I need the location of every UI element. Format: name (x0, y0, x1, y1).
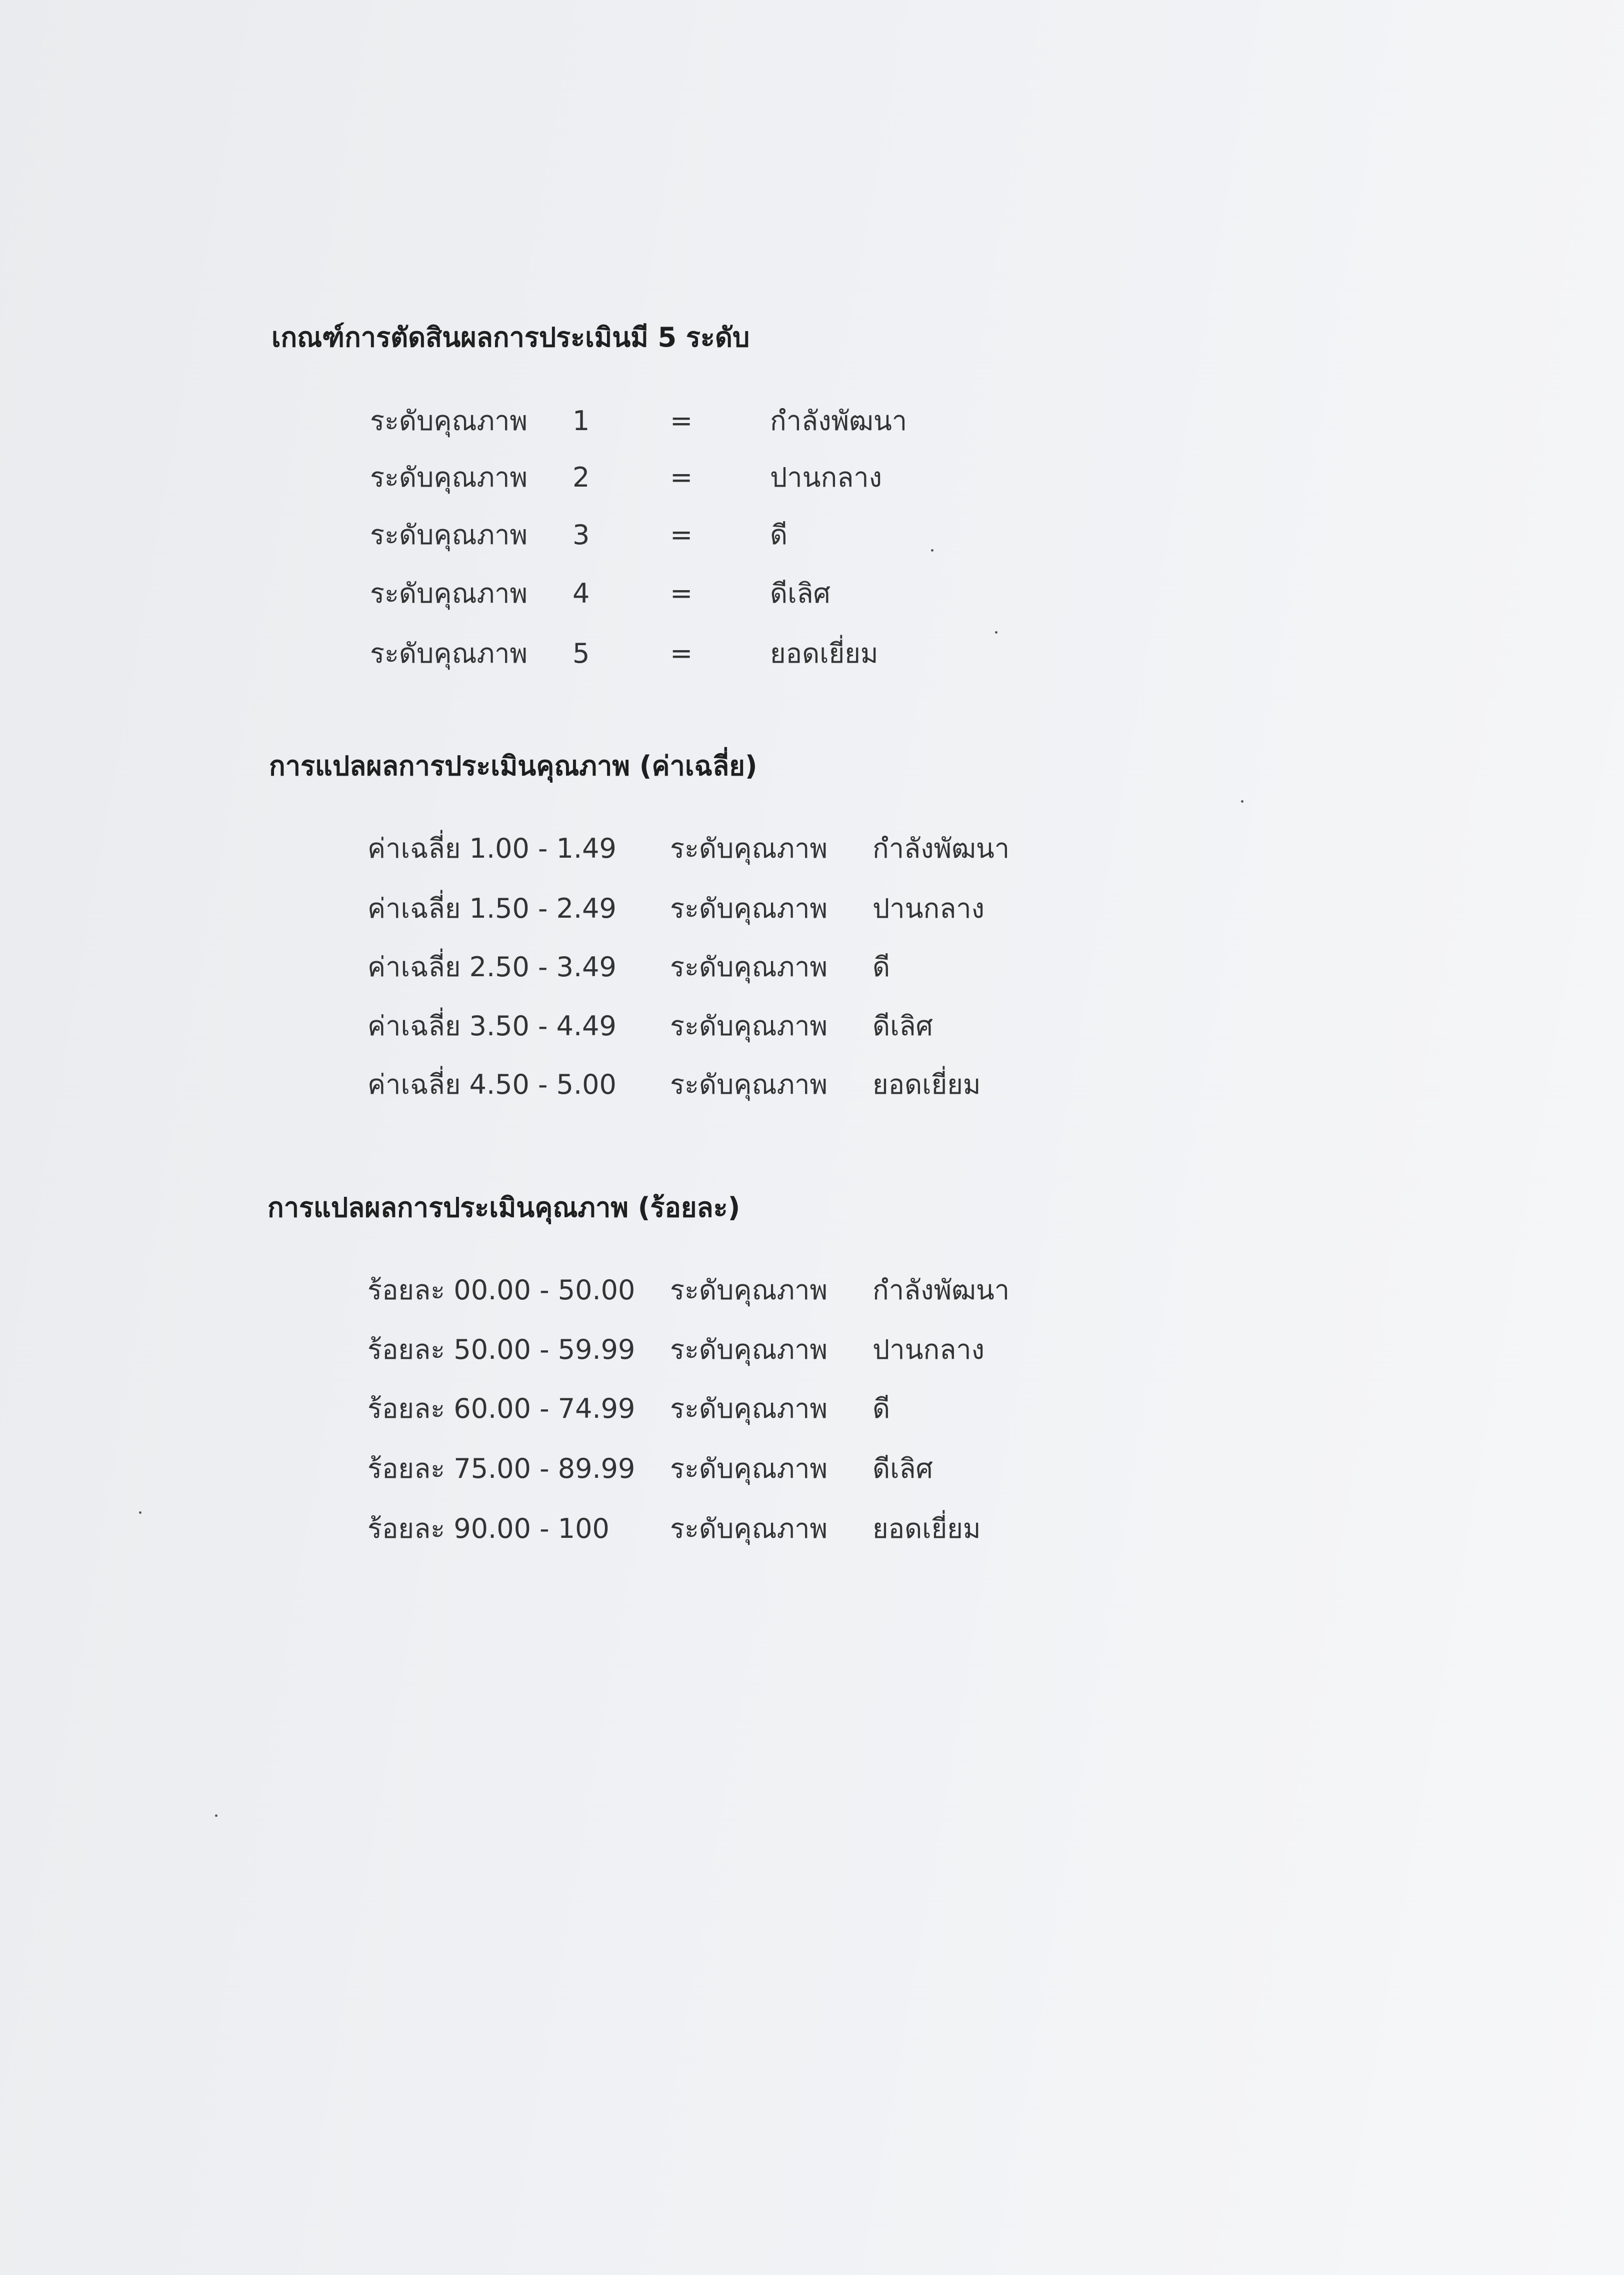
average-range: ค่าเฉลี่ย 3.50 - 4.49 (368, 1010, 616, 1042)
quality-label: ระดับคุณภาพ (370, 462, 528, 493)
average-range: ค่าเฉลี่ย 4.50 - 5.00 (368, 1069, 616, 1100)
section-title-average: การแปลผลการประเมินคุณภาพ (ค่าเฉลี่ย) (269, 750, 758, 782)
quality-label: ระดับคุณภาพ (670, 1069, 828, 1100)
percentage-range: ร้อยละ 00.00 - 50.00 (368, 1274, 636, 1306)
level-result: ยอดเยี่ยม (872, 1513, 981, 1544)
level-result: ปานกลาง (872, 1334, 984, 1365)
level-number: 2 (572, 462, 590, 493)
paper-speck (1241, 800, 1244, 803)
level-result: ปานกลาง (872, 893, 984, 924)
section-title-criteria: เกณฑ์การตัดสินผลการประเมินมี 5 ระดับ (272, 322, 750, 353)
level-number: 1 (572, 405, 590, 437)
quality-label: ระดับคุณภาพ (370, 405, 528, 437)
paper-speck (215, 1814, 218, 1817)
level-result: ปานกลาง (770, 462, 882, 493)
quality-label: ระดับคุณภาพ (370, 638, 528, 669)
percentage-range: ร้อยละ 60.00 - 74.99 (368, 1393, 636, 1424)
paper-speck (139, 1511, 142, 1514)
equals-sign: = (670, 462, 693, 493)
level-result: กำลังพัฒนา (770, 405, 908, 437)
level-result: ดี (872, 951, 890, 983)
quality-label: ระดับคุณภาพ (670, 1010, 828, 1042)
level-result: ดี (872, 1393, 890, 1424)
quality-label: ระดับคุณภาพ (670, 833, 828, 864)
quality-label: ระดับคุณภาพ (370, 519, 528, 551)
quality-label: ระดับคุณภาพ (670, 1334, 828, 1365)
percentage-range: ร้อยละ 75.00 - 89.99 (368, 1453, 636, 1484)
percentage-range: ร้อยละ 50.00 - 59.99 (368, 1334, 636, 1365)
equals-sign: = (670, 638, 693, 669)
average-range: ค่าเฉลี่ย 1.50 - 2.49 (368, 893, 616, 924)
level-result: กำลังพัฒนา (872, 833, 1010, 864)
level-result: ยอดเยี่ยม (872, 1069, 981, 1100)
equals-sign: = (670, 405, 693, 437)
section-title-percentage: การแปลผลการประเมินคุณภาพ (ร้อยละ) (268, 1192, 740, 1223)
average-range: ค่าเฉลี่ย 1.00 - 1.49 (368, 833, 616, 864)
level-number: 4 (572, 578, 590, 609)
level-number: 3 (572, 519, 590, 551)
quality-label: ระดับคุณภาพ (670, 1513, 828, 1544)
percentage-range: ร้อยละ 90.00 - 100 (368, 1513, 610, 1544)
level-result: ดีเลิศ (872, 1453, 933, 1484)
quality-label: ระดับคุณภาพ (670, 1393, 828, 1424)
average-range: ค่าเฉลี่ย 2.50 - 3.49 (368, 951, 616, 983)
level-result: กำลังพัฒนา (872, 1274, 1010, 1306)
quality-label: ระดับคุณภาพ (670, 951, 828, 983)
equals-sign: = (670, 519, 693, 551)
level-number: 5 (572, 638, 590, 669)
quality-label: ระดับคุณภาพ (670, 1274, 828, 1306)
level-result: ดีเลิศ (770, 578, 830, 609)
quality-label: ระดับคุณภาพ (370, 578, 528, 609)
level-result: ยอดเยี่ยม (770, 638, 878, 669)
level-result: ดีเลิศ (872, 1010, 933, 1042)
equals-sign: = (670, 578, 693, 609)
paper-speck (931, 549, 934, 552)
quality-label: ระดับคุณภาพ (670, 1453, 828, 1484)
quality-label: ระดับคุณภาพ (670, 893, 828, 924)
level-result: ดี (770, 519, 788, 551)
paper-speck (995, 631, 998, 634)
